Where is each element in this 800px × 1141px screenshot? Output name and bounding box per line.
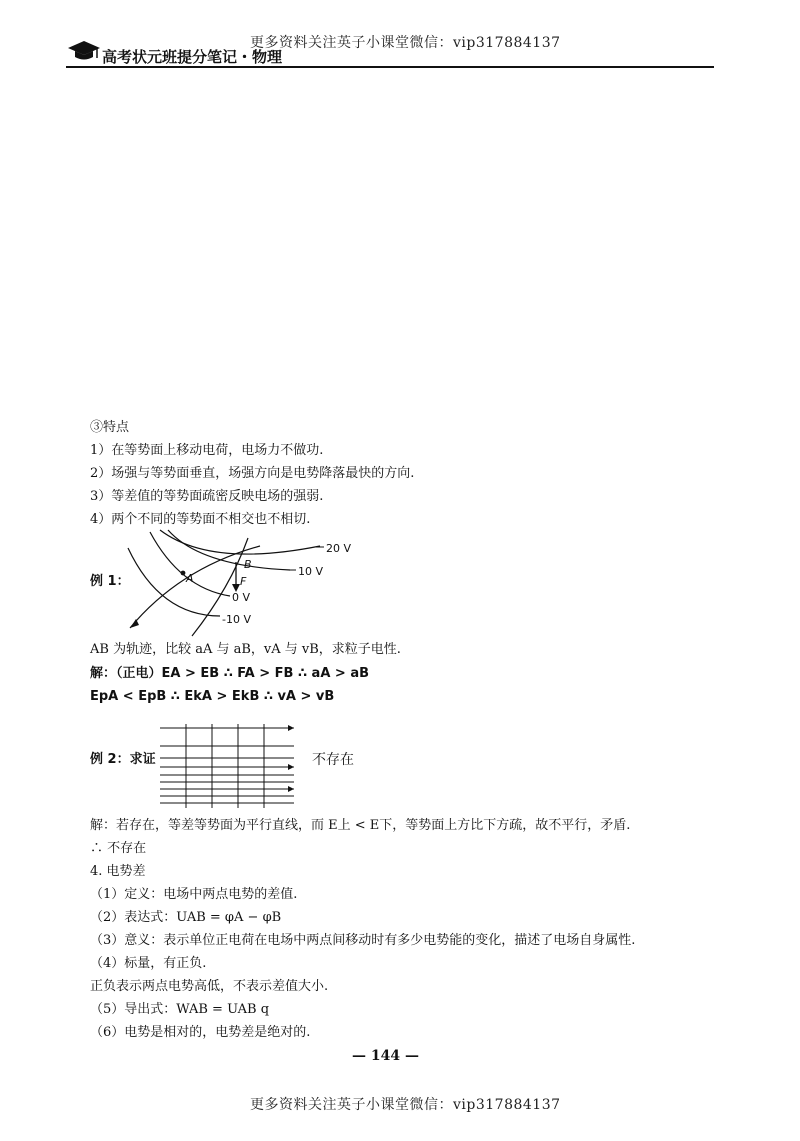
feature-item: 1）在等势面上移动电荷，电场力不做功.	[90, 443, 324, 458]
page-number: — 144 —	[352, 1048, 419, 1064]
watermark-top: 更多资料关注英子小课堂微信：vip317884137	[250, 35, 561, 51]
pd-item: （2）表达式：UAB = φA − φB	[90, 910, 282, 925]
watermark-bottom: 更多资料关注英子小课堂微信：vip317884137	[250, 1097, 561, 1113]
pd-item: 正负表示两点电势高低，不表示差值大小.	[90, 979, 329, 994]
label-10v: 10 V	[298, 565, 324, 578]
pd-item: （4）标量，有正负.	[90, 956, 207, 971]
pd-item: （1）定义：电场中两点电势的差值.	[90, 887, 298, 902]
label-20v: 20 V	[326, 542, 352, 555]
label-point-b: B	[244, 558, 252, 571]
features-heading: ③特点	[90, 420, 130, 435]
graduation-cap-icon	[66, 40, 102, 62]
feature-item: 3）等差值的等势面疏密反映电场的强弱.	[90, 489, 324, 504]
label-point-a: A	[186, 572, 194, 585]
label-minus10v: -10 V	[222, 613, 251, 626]
label-force-f: F	[240, 575, 247, 588]
feature-item: 2）场强与等势面垂直，场强方向是电势降落最快的方向.	[90, 466, 415, 481]
example1-label: 例 1：	[90, 574, 130, 589]
potential-difference-heading: 4. 电势差	[90, 864, 146, 879]
field-lines-figure	[160, 720, 300, 812]
pd-item: （6）电势是相对的，电势差是绝对的.	[90, 1025, 311, 1040]
header-rule	[66, 66, 714, 68]
feature-item: 4）两个不同的等势面不相交也不相切.	[90, 512, 311, 527]
example2-claim: 不存在	[312, 752, 354, 768]
example1-question: AB 为轨迹，比较 aA 与 aB，vA 与 vB，求粒子电性.	[90, 642, 401, 657]
example1-solution-line2: EpA < EpB ∴ EkA > EkB ∴ vA > vB	[90, 689, 335, 704]
example2-solution: 解：若存在，等差等势面为平行直线，而 E上 < E下，等势面上方比下方疏，故不平行，矛盾.	[90, 818, 631, 833]
pd-item: （3）意义：表示单位正电荷在电场中两点间移动时有多少电势能的变化，描述了电场自身属性.	[90, 933, 636, 948]
example2-label: 例 2：求证	[90, 752, 156, 767]
book-title: 高考状元班提分笔记・物理	[102, 48, 283, 66]
example2-conclusion: ∴ 不存在	[90, 841, 147, 856]
example1-solution-line1: 解：（正电）EA > EB ∴ FA > FB ∴ aA > aB	[90, 666, 370, 681]
pd-item: （5）导出式：WAB = UAB q	[90, 1002, 270, 1017]
label-0v: 0 V	[232, 591, 251, 604]
